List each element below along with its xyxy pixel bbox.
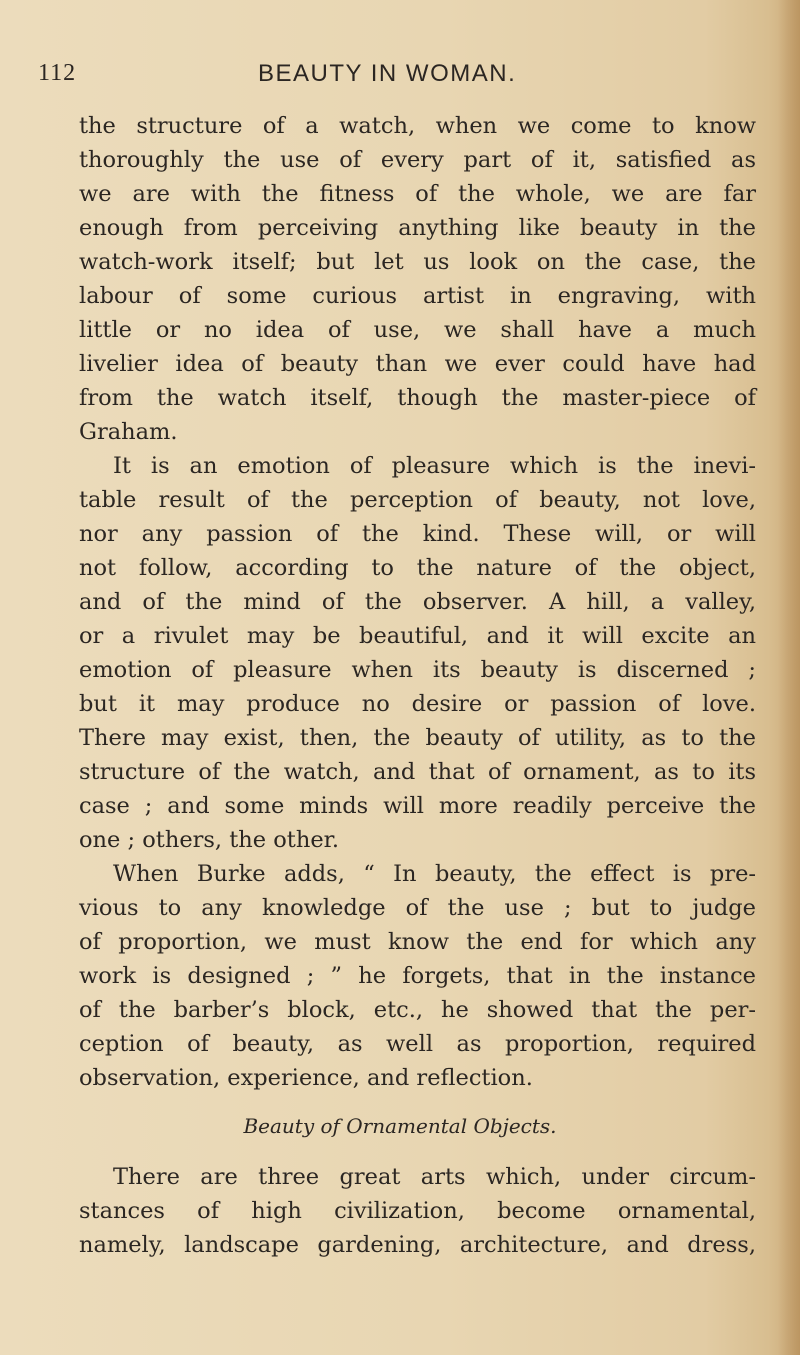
text-line: little or no idea of use, we shall have a much [79, 317, 756, 343]
text-line: one ; others, the other. [79, 827, 340, 853]
text-line: vious to any knowledge of the use ; but to judge [79, 895, 756, 921]
text-line: from the watch itself, though the master-piece of [79, 385, 756, 411]
text-line: the structure of a watch, when we come to know [79, 113, 756, 139]
text-line: or a rivulet may be beautiful, and it will excite an [79, 623, 756, 649]
text-line: table result of the perception of beauty, not love, [79, 487, 756, 513]
text-line: namely, landscape gardening, architecture, and dress, [79, 1232, 756, 1258]
text-line: structure of the watch, and that of ornament, as to its [79, 759, 756, 785]
paragraph-start-line: There are three great arts which, under circum- [113, 1164, 756, 1190]
text-line: of the barber’s block, etc., he showed that the per- [79, 997, 756, 1023]
text-line: emotion of pleasure when its beauty is discerned ; [79, 657, 756, 683]
text-line: stances of high civilization, become ornamental, [79, 1198, 756, 1224]
text-line: ception of beauty, as well as proportion, required [79, 1031, 756, 1057]
text-line: nor any passion of the kind. These will, or will [79, 521, 756, 547]
text-line: and of the mind of the observer. A hill, a valley, [79, 589, 756, 615]
text-line: enough from perceiving anything like beauty in the [79, 215, 756, 241]
text-line: of proportion, we must know the end for which any [79, 929, 756, 955]
text-line: watch-work itself; but let us look on the case, the [79, 249, 756, 275]
text-line: thoroughly the use of every part of it, satisfied as [79, 147, 756, 173]
text-line: work is designed ; ” he forgets, that in the instance [79, 963, 756, 989]
text-line: There may exist, then, the beauty of utility, as to the [79, 725, 756, 751]
paragraph-start-line: It is an emotion of pleasure which is the inevi- [113, 453, 756, 479]
page-header [0, 60, 800, 100]
text-line: case ; and some minds will more readily perceive the [79, 793, 756, 819]
page-edge-shadow [778, 0, 800, 1355]
paragraph-start-line: When Burke adds, “ In beauty, the effect is pre- [113, 861, 756, 887]
text-line: we are with the fitness of the whole, we are far [79, 181, 756, 207]
text-line: not follow, according to the nature of the object, [79, 555, 756, 581]
text-line: livelier idea of beauty than we ever could have had [79, 351, 756, 377]
running-head: BEAUTY IN WOMAN. [258, 60, 517, 87]
text-line: observation, experience, and reflection. [79, 1065, 533, 1091]
text-line: Graham. [79, 419, 178, 445]
page-number: 112 [38, 60, 77, 86]
text-line: but it may produce no desire or passion of love. [79, 691, 756, 717]
text-line: labour of some curious artist in engraving, with [79, 283, 756, 309]
section-heading: Beauty of Ornamental Objects. [243, 1114, 557, 1138]
